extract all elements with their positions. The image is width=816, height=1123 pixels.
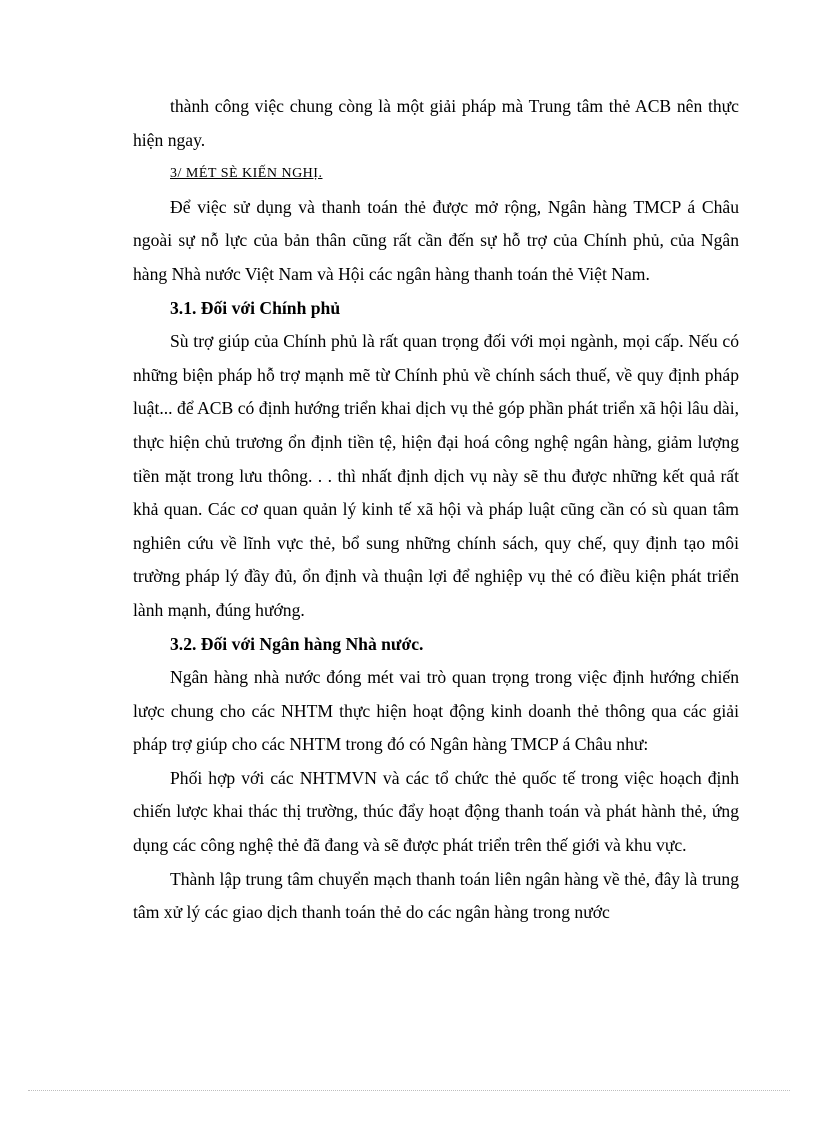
section-heading-3: 3/ MÉT SÈ KIẾN NGHỊ. <box>170 166 323 182</box>
paragraph-government: Sù trợ giúp của Chính phủ là rất quan trọng đối với mọi ngành, mọi cấp. Nếu có những biện pháp hỗ trợ mạnh mẽ từ Chính phủ về chính sách thuế, về quy định pháp luật... để ACB có định hướng triển khai dịch vụ thẻ góp phần phát triển xã hội lâu dài, thực hiện chủ trương ổn định tiền tệ, hiện đại hoá công nghệ ngân hàng, giảm lượng tiền mặt trong lưu thông. . . thì nhất định dịch vụ này sẽ thu được những kết quả rất khả quan. Các cơ quan quản lý kinh tế xã hội và pháp luật cũng cần có sù quan tâm nghiên cứu về lĩnh vực thẻ, bổ sung những chính sách, quy chế, quy định tạo môi trường pháp lý đầy đủ, ổn định và thuận lợi để nghiệp vụ thẻ có điều kiện phát triển lành mạnh, đúng hướng. <box>133 331 739 620</box>
document-body <box>133 90 739 930</box>
section-heading-3-1: 3.1. Đối với Chính phủ <box>170 297 341 318</box>
paragraph-intro: Để việc sử dụng và thanh toán thẻ được mở rộng, Ngân hàng TMCP á Châu ngoài sự nỗ lực của bản thân cũng rất cần đến sự hỗ trợ của Chính phủ, của Ngân hàng Nhà nước Việt Nam và Hội các ngân hàng thanh toán thẻ Việt Nam. <box>133 196 739 284</box>
paragraph-switching-center: Thành lập trung tâm chuyển mạch thanh toán liên ngân hàng về thẻ, đây là trung tâm xử lý các giao dịch thanh toán thẻ do các ngân hàng trong nước <box>133 868 739 923</box>
footer-dotted-divider <box>28 1090 790 1091</box>
paragraph-coordination: Phối hợp với các NHTMVN và các tổ chức thẻ quốc tế trong việc hoạch định chiến lược khai thác thị trường, thúc đẩy hoạt động thanh toán và phát hành thẻ, ứng dụng các công nghệ thẻ đã đang và sẽ được phát triển trên thế giới và khu vực. <box>133 767 739 856</box>
section-heading-3-2: 3.2. Đối với Ngân hàng Nhà nước. <box>170 633 424 654</box>
paragraph-state-bank: Ngân hàng nhà nước đóng mét vai trò quan trọng trong việc định hướng chiến lược chung cho các NHTM thực hiện hoạt động kinh doanh thẻ thông qua các giải pháp trợ giúp cho các NHTM trong đó có Ngân hàng TMCP á Châu như: <box>133 667 739 755</box>
paragraph-continuation: thành công việc chung còng là một giải pháp mà Trung tâm thẻ ACB nên thực hiện ngay. <box>133 96 739 150</box>
